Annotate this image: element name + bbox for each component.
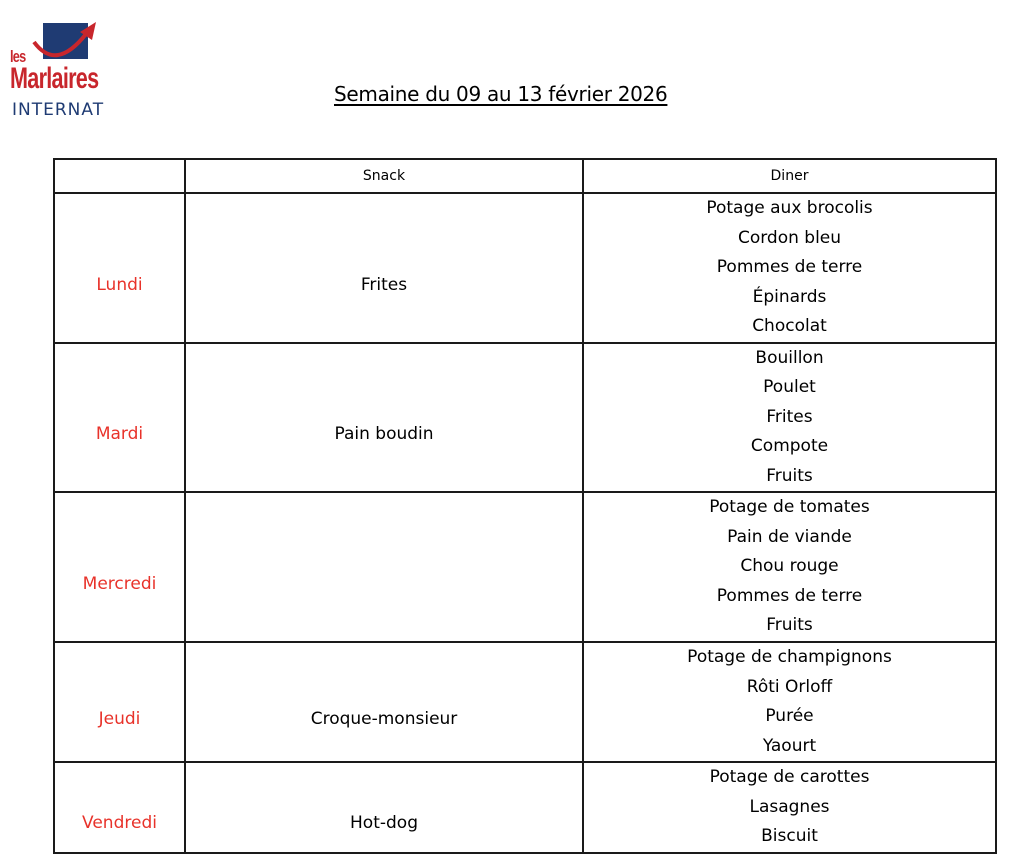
snack-cell — [185, 642, 583, 762]
day-label: Vendredi — [82, 813, 157, 834]
diner-item: Lasagnes — [749, 796, 830, 817]
day-cell — [54, 762, 185, 853]
diner-item: Chocolat — [752, 316, 827, 336]
snack-cell — [185, 193, 583, 343]
diner-cell — [583, 762, 996, 853]
diner-item: Compote — [750, 436, 829, 456]
day-cell — [54, 343, 185, 493]
diner-item: Purée — [765, 706, 814, 726]
diner-item: Frites — [766, 406, 813, 427]
diner-item: Potage de tomates — [709, 497, 870, 518]
diner-item: Fruits — [766, 465, 813, 486]
diner-item: Pain de viande — [727, 526, 852, 547]
diner-item: Pommes de terre — [716, 585, 863, 606]
table-row — [54, 492, 996, 642]
snack-item: Hot-dog — [350, 813, 418, 834]
day-cell — [54, 193, 185, 343]
diner-cell — [583, 492, 996, 642]
day-cell — [54, 642, 185, 762]
day-label: Jeudi — [98, 709, 141, 729]
logo-text-les: les — [10, 47, 26, 66]
weekly-menu-table — [53, 158, 997, 854]
day-label: Lundi — [96, 274, 143, 295]
snack-item: Croque-monsieur — [310, 709, 458, 729]
logo-text-marlaires: Marlaires — [10, 62, 99, 95]
diner-item: Rôti Orloff — [746, 676, 833, 697]
table-row — [54, 193, 996, 343]
diner-item: Pommes de terre — [716, 257, 863, 277]
diner-item: Épinards — [752, 286, 827, 307]
snack-item — [186, 550, 582, 584]
diner-item: Yaourt — [762, 735, 817, 756]
header-day — [54, 159, 185, 193]
day-label: Mercredi — [82, 574, 157, 594]
snack-cell — [185, 762, 583, 853]
diner-cell — [583, 193, 996, 343]
snack-item: Frites — [360, 274, 408, 295]
header-diner: Diner — [583, 159, 996, 193]
diner-item: Biscuit — [761, 826, 818, 846]
diner-item: Bouillon — [755, 347, 824, 368]
page-title: Semaine du 09 au 13 février 2026 — [334, 82, 668, 106]
snack-item: Pain boudin — [334, 424, 434, 445]
diner-item: Poulet — [763, 377, 816, 397]
diner-cell — [583, 642, 996, 762]
diner-item: Potage de champignons — [687, 647, 892, 667]
table-header-row — [54, 159, 996, 193]
diner-item: Potage de carottes — [709, 767, 870, 787]
logo-text-internat: INTERNAT — [12, 100, 105, 120]
table-row — [54, 642, 996, 762]
diner-item: Cordon bleu — [737, 227, 842, 248]
table-row — [54, 343, 996, 493]
header-snack: Snack — [185, 159, 583, 193]
diner-cell — [583, 343, 996, 493]
diner-item: Chou rouge — [740, 556, 839, 577]
school-logo — [4, 14, 124, 124]
day-cell — [54, 492, 185, 642]
table-row — [54, 762, 996, 853]
day-label: Mardi — [95, 424, 144, 445]
diner-item: Fruits — [766, 615, 813, 636]
snack-cell — [185, 343, 583, 493]
snack-cell — [185, 492, 583, 642]
diner-item: Potage aux brocolis — [706, 198, 873, 218]
